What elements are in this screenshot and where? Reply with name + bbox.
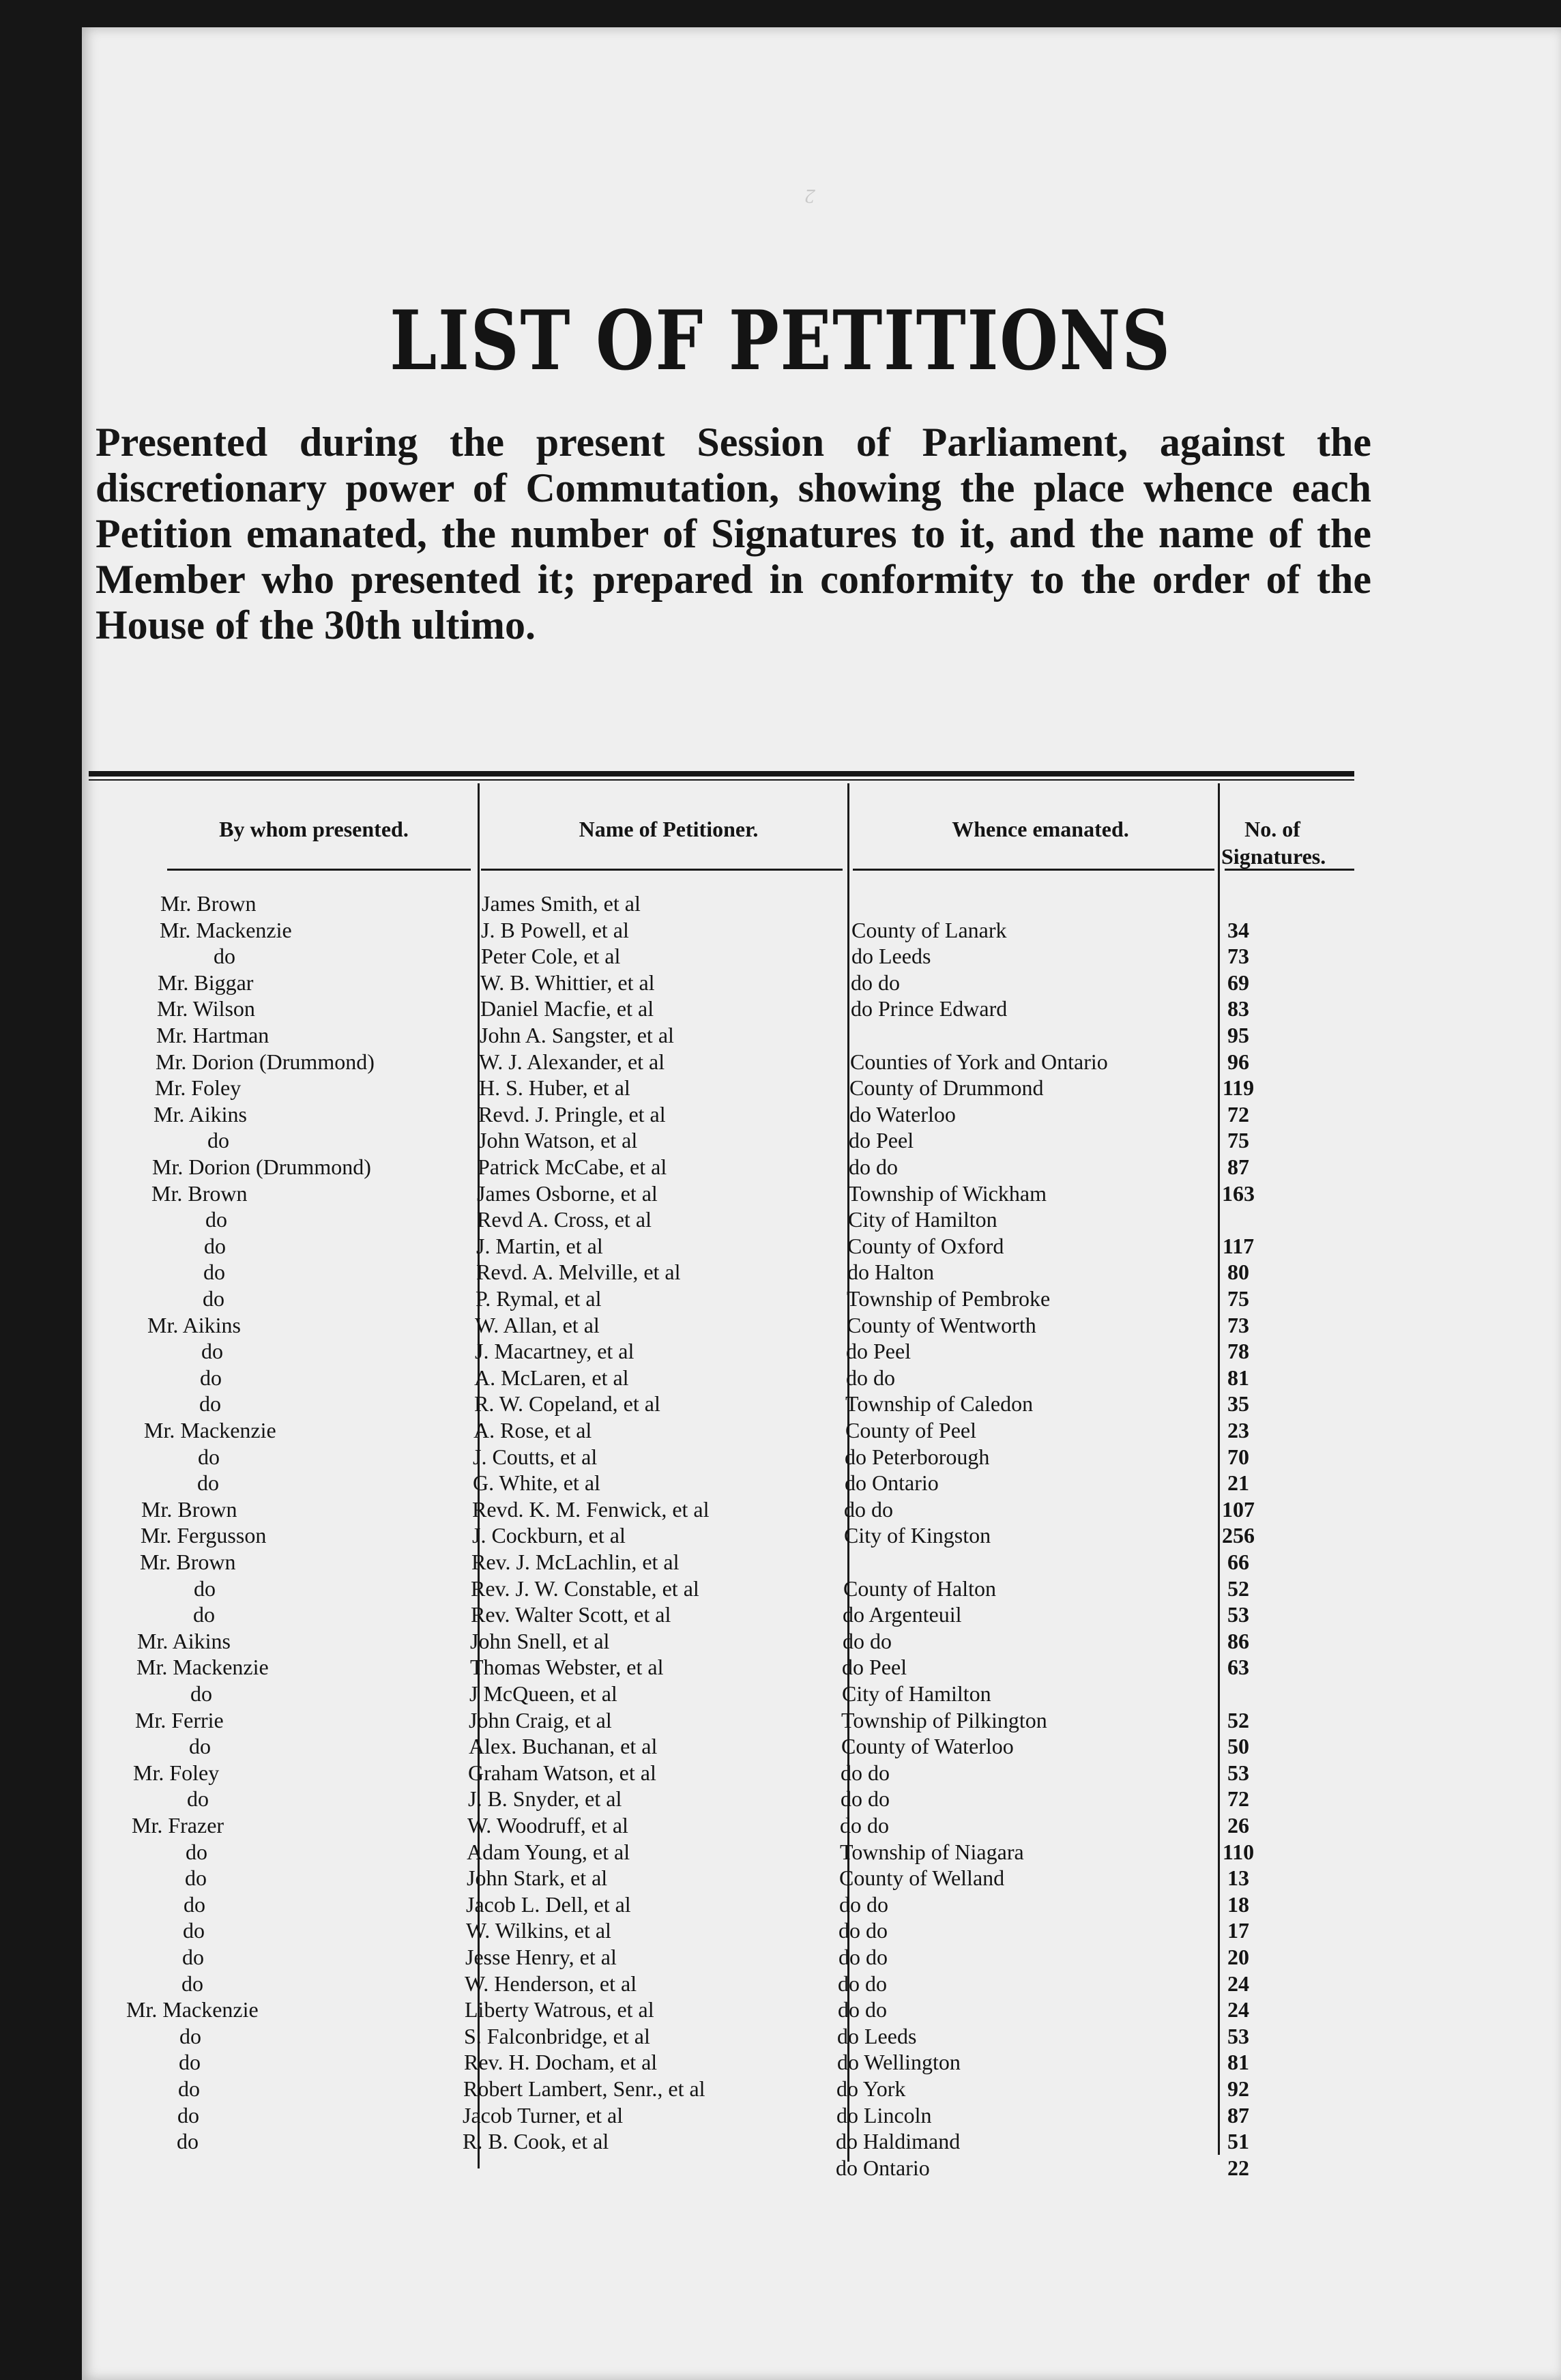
table-row [0, 1891, 1561, 1917]
cell-signatures: 52 [1227, 1576, 1249, 1601]
cell-whence-emanated: do do [838, 1945, 888, 1969]
cell-whence-emanated [850, 1022, 1205, 1048]
cell-signatures: 119 [1222, 1075, 1255, 1101]
cell-signatures: 86 [1227, 1628, 1249, 1653]
cell-petitioner-name: James Osborne, et al [477, 1180, 658, 1206]
table-row [0, 1286, 1561, 1311]
cell-whence-emanated: do Wellington [837, 2050, 961, 2075]
cell-by-whom: Mr. Mackenzie [144, 1418, 276, 1442]
cell-whence-emanated: do do [838, 1971, 887, 1996]
cell-by-whom: do [181, 1971, 203, 1996]
cell-whence-emanated: do Lincoln [836, 2102, 932, 2128]
table-row [0, 1391, 1561, 1417]
cell-signatures: 117 [1222, 1233, 1255, 1258]
cell-petitioner-name: S. Falconbridge, et al [464, 2023, 650, 2048]
table-row [0, 1338, 1561, 1364]
cell-signatures: 20 [1227, 1945, 1249, 1969]
cell-signatures [1184, 1206, 1293, 1232]
table-row [0, 1259, 1561, 1285]
cell-signatures: 96 [1227, 1049, 1249, 1074]
cell-whence-emanated: do Peterborough [845, 1444, 990, 1469]
cell-by-whom: do [186, 1839, 207, 1864]
cell-whence-emanated: City of Hamilton [848, 1207, 997, 1232]
header-rule-4 [1225, 869, 1354, 871]
cell-petitioner-name: W. Henderson, et al [465, 1971, 637, 1996]
table-row [0, 1022, 1561, 1048]
cell-signatures: 53 [1227, 1602, 1249, 1627]
table-row [0, 1681, 1561, 1707]
cell-signatures: 72 [1227, 1786, 1249, 1812]
cell-signatures: 83 [1227, 996, 1249, 1021]
cell-by-whom: do [199, 1391, 221, 1417]
table-row [0, 917, 1561, 943]
table-row [0, 1971, 1561, 1997]
cell-whence-emanated: do Ontario [845, 1470, 939, 1496]
cell-whence-emanated: County of Halton [843, 1576, 996, 1601]
cell-petitioner-name: James Smith, et al [482, 891, 641, 916]
cell-signatures: 34 [1227, 917, 1249, 942]
cell-petitioner-name: J. B. Snyder, et al [468, 1786, 622, 1812]
cell-signatures: 78 [1227, 1339, 1249, 1364]
table-top-rule [89, 771, 1354, 777]
cell-whence-emanated: do Peel [846, 1339, 911, 1364]
cell-petitioner-name: R. B. Cook, et al [463, 2129, 609, 2154]
table-row [0, 1707, 1561, 1733]
table-row [0, 890, 1561, 916]
table-row [0, 1760, 1561, 1786]
cell-by-whom: Mr. Mackenzie [160, 917, 292, 942]
cell-signatures: 66 [1227, 1550, 1249, 1574]
cell-signatures: 163 [1222, 1180, 1255, 1206]
cell-signatures: 256 [1222, 1523, 1255, 1548]
cell-whence-emanated: do do [851, 970, 900, 995]
cell-petitioner-name: R. W. Copeland, et al [474, 1391, 660, 1417]
cell-whence-emanated: do Peel [849, 1128, 914, 1153]
cell-petitioner-name: W. Allan, et al [475, 1312, 600, 1337]
cell-whence-emanated: County of Welland [839, 1866, 1005, 1891]
cell-by-whom: Mr. Frazer [132, 1813, 224, 1838]
table-row [0, 1601, 1561, 1627]
cell-by-whom: Mr. Dorion (Drummond) [152, 1155, 371, 1179]
cell-petitioner-name: W. Wilkins, et al [466, 1918, 611, 1943]
cell-whence-emanated: County of Oxford [847, 1233, 1004, 1258]
cell-by-whom: do [178, 2076, 200, 2101]
cell-signatures: 75 [1227, 1128, 1249, 1153]
cell-petitioner-name: John Craig, et al [469, 1707, 612, 1732]
cell-whence-emanated: Township of Pembroke [847, 1286, 1051, 1311]
header-no: No. of Signatures. [1221, 817, 1326, 869]
cell-by-whom: do [214, 944, 235, 969]
cell-by-whom: Mr. Foley [133, 1760, 220, 1785]
cell-whence-emanated: do Prince Edward [851, 996, 1008, 1021]
cell-petitioner-name: P. Rymal, et al [476, 1286, 602, 1311]
cell-petitioner-name: J McQueen, et al [469, 1681, 617, 1706]
table-row [0, 1786, 1561, 1812]
cell-petitioner-name: W. B. Whittier, et al [480, 970, 655, 995]
cell-by-whom: Mr. Aikins [154, 1101, 247, 1127]
cell-by-whom: Mr. Aikins [137, 1628, 231, 1653]
table-row [0, 1127, 1561, 1153]
cell-petitioner-name: John A. Sangster, et al [480, 1023, 674, 1047]
table-row [0, 1944, 1561, 1970]
table-row [0, 1101, 1561, 1127]
cell-signatures: 70 [1227, 1444, 1249, 1469]
cell-whence-emanated: Township of Wickham [848, 1180, 1047, 1206]
cell-whence-emanated: do Argenteuil [843, 1602, 962, 1627]
cell-by-whom: do [184, 1891, 205, 1917]
table-row [0, 1812, 1561, 1838]
cell-whence-emanated: City of Hamilton [842, 1681, 991, 1706]
table-row [0, 1470, 1561, 1496]
header-rule-2 [481, 869, 843, 871]
cell-petitioner-name: J. Martin, et al [476, 1233, 603, 1258]
cell-signatures: 87 [1227, 1155, 1249, 1179]
cell-by-whom: do [179, 2023, 201, 2048]
cell-by-whom: do [182, 1945, 204, 1969]
cell-petitioner-name: Daniel Macfie, et al [480, 996, 654, 1021]
cell-signatures: 17 [1227, 1918, 1249, 1943]
cell-petitioner-name [462, 2155, 823, 2181]
cell-whence-emanated: do Ontario [836, 2155, 930, 2180]
cell-signatures: 73 [1227, 1312, 1249, 1337]
cell-signatures: 73 [1227, 944, 1249, 969]
table-row [0, 996, 1561, 1021]
cell-whence-emanated: do Halton [847, 1260, 935, 1285]
cell-petitioner-name: Graham Watson, et al [468, 1760, 656, 1785]
cell-signatures: 63 [1227, 1655, 1249, 1680]
cell-petitioner-name: John Snell, et al [470, 1628, 610, 1653]
table-top-rule-thin [89, 779, 1354, 781]
cell-whence-emanated: County of Peel [845, 1418, 976, 1442]
cell-by-whom: Mr. Brown [151, 1180, 248, 1206]
cell-petitioner-name: Liberty Watrous, et al [465, 1997, 654, 2022]
cell-by-whom: do [189, 1734, 211, 1759]
table-row [0, 1839, 1561, 1865]
cell-petitioner-name: Peter Cole, et al [481, 944, 621, 969]
table-row [0, 1654, 1561, 1680]
cell-petitioner-name: A. McLaren, et al [474, 1365, 629, 1390]
cell-by-whom: Mr. Biggar [158, 970, 254, 995]
cell-petitioner-name: John Stark, et al [467, 1866, 608, 1891]
cell-by-whom: do [203, 1260, 225, 1285]
cell-petitioner-name: Rev. J. W. Constable, et al [471, 1576, 699, 1601]
cell-by-whom: do [177, 2129, 199, 2154]
cell-by-whom: do [207, 1128, 229, 1153]
cell-petitioner-name: G. White, et al [473, 1470, 600, 1496]
cell-by-whom: Mr. Foley [155, 1075, 242, 1101]
cell-signatures: 81 [1227, 2050, 1249, 2075]
cell-whence-emanated [843, 1549, 1198, 1575]
cell-petitioner-name: Rev. Walter Scott, et al [471, 1602, 671, 1627]
cell-by-whom [121, 2155, 474, 2181]
cell-by-whom: Mr. Mackenzie [136, 1655, 269, 1680]
cell-whence-emanated: do Haldimand [836, 2129, 961, 2154]
cell-whence-emanated: do do [846, 1365, 895, 1390]
cell-signatures: 53 [1227, 2023, 1249, 2048]
cell-petitioner-name: J. Cockburn, et al [472, 1523, 626, 1548]
cell-whence-emanated: County of Waterloo [841, 1734, 1014, 1759]
cell-by-whom: do [201, 1339, 223, 1364]
cell-whence-emanated: do Leeds [851, 944, 931, 969]
table-row [0, 1417, 1561, 1443]
cell-signatures: 80 [1227, 1260, 1249, 1285]
cell-whence-emanated: County of Wentworth [847, 1312, 1036, 1337]
table-row [0, 1206, 1561, 1232]
cell-signatures: 21 [1227, 1470, 1249, 1496]
table-row [0, 970, 1561, 996]
cell-petitioner-name: Revd. J. Pringle, et al [478, 1101, 666, 1127]
cell-whence-emanated: County of Drummond [849, 1075, 1044, 1101]
table-row [0, 1576, 1561, 1601]
cell-whence-emanated: do York [836, 2076, 906, 2101]
cell-by-whom: do [179, 2050, 201, 2075]
cell-by-whom: Mr. Wilson [157, 996, 255, 1021]
cell-by-whom: do [198, 1444, 220, 1469]
cell-signatures: 24 [1227, 1971, 1249, 1996]
cell-by-whom: Mr. Ferrie [135, 1707, 224, 1732]
table-row [0, 1180, 1561, 1206]
cell-whence-emanated: do Waterloo [849, 1101, 956, 1127]
table-row [0, 1049, 1561, 1075]
cell-by-whom: Mr. Mackenzie [126, 1997, 259, 2022]
cell-whence-emanated [852, 890, 1207, 916]
cell-petitioner-name: Jesse Henry, et al [465, 1945, 617, 1969]
cell-whence-emanated: do Leeds [837, 2023, 917, 2048]
cell-whence-emanated: do do [843, 1628, 892, 1653]
cell-signatures: 92 [1227, 2076, 1249, 2101]
header-rule-3 [853, 869, 1214, 871]
cell-whence-emanated: do do [839, 1891, 888, 1917]
cell-petitioner-name: Patrick McCabe, et al [478, 1155, 667, 1179]
cell-signatures: 110 [1222, 1839, 1255, 1864]
cell-by-whom: Mr. Hartman [156, 1023, 269, 1047]
cell-by-whom: Mr. Dorion (Drummond) [156, 1049, 375, 1074]
table-row [0, 2128, 1561, 2154]
cell-signatures: 51 [1227, 2129, 1249, 2154]
table-row [0, 1154, 1561, 1180]
cell-signatures: 50 [1227, 1734, 1249, 1759]
cell-petitioner-name: Thomas Webster, et al [470, 1655, 664, 1680]
cell-signatures: 72 [1227, 1101, 1249, 1127]
cell-signatures: 95 [1227, 1023, 1249, 1047]
cell-petitioner-name: A. Rose, et al [473, 1418, 592, 1442]
table-row [0, 2155, 1561, 2181]
cell-signatures: 87 [1227, 2102, 1249, 2128]
cell-by-whom: do [203, 1286, 224, 1311]
cell-petitioner-name: John Watson, et al [478, 1128, 638, 1153]
cell-petitioner-name: Adam Young, et al [467, 1839, 630, 1864]
header-rule-1 [167, 869, 471, 871]
cell-by-whom: do [183, 1918, 205, 1943]
header-whence: Whence emanated. [952, 817, 1129, 841]
cell-petitioner-name: W. Woodruff, et al [467, 1813, 628, 1838]
cell-whence-emanated: County of Lanark [851, 917, 1007, 942]
cell-whence-emanated: Township of Caledon [845, 1391, 1034, 1417]
cell-petitioner-name: J. Coutts, et al [473, 1444, 598, 1469]
cell-petitioner-name: H. S. Huber, et al [479, 1075, 630, 1101]
cell-signatures: 24 [1227, 1997, 1249, 2022]
table-row [0, 1997, 1561, 2022]
bleed-through-text: 2 [805, 185, 815, 207]
table-row [0, 1075, 1561, 1101]
cell-signatures [1184, 1681, 1293, 1707]
cell-signatures: 53 [1227, 1760, 1249, 1785]
cell-signatures: 26 [1227, 1813, 1249, 1838]
cell-by-whom: do [193, 1602, 215, 1627]
cell-signatures: 107 [1222, 1496, 1255, 1522]
cell-signatures: 35 [1227, 1391, 1249, 1417]
table-row [0, 1917, 1561, 1943]
cell-whence-emanated: do Peel [842, 1655, 907, 1680]
table-row [0, 943, 1561, 969]
table-row [0, 1628, 1561, 1654]
cell-petitioner-name: Jacob L. Dell, et al [466, 1891, 631, 1917]
cell-whence-emanated: Township of Pilkington [841, 1707, 1047, 1732]
table-row [0, 1233, 1561, 1259]
document-subtitle: Presented during the present Session of Parliament, against the discretionary power of Commutation, showing the place whence each Petition emanated, the number of Signatures to it, and the name of the Member who presented it; prepared in conformity to the order of the House of the 30th ultimo. [96, 420, 1371, 648]
cell-by-whom: do [204, 1233, 226, 1258]
table-row [0, 1522, 1561, 1548]
cell-whence-emanated: do do [838, 1997, 887, 2022]
cell-by-whom: Mr. Brown [141, 1496, 237, 1522]
cell-petitioner-name: Jacob Turner, et al [463, 2102, 624, 2128]
table-row [0, 2049, 1561, 2075]
table-row [0, 1312, 1561, 1338]
cell-petitioner-name: Alex. Buchanan, et al [469, 1734, 658, 1759]
cell-by-whom: Mr. Fergusson [141, 1523, 267, 1548]
cell-petitioner-name: Rev. H. Docham, et al [464, 2050, 658, 2075]
cell-petitioner-name: J. Macartney, et al [475, 1339, 634, 1364]
cell-by-whom: Mr. Brown [140, 1550, 236, 1574]
table-row [0, 1365, 1561, 1391]
cell-whence-emanated: do do [844, 1496, 893, 1522]
cell-by-whom: do [185, 1866, 207, 1891]
cell-whence-emanated: do do [841, 1760, 890, 1785]
table-row [0, 2102, 1561, 2128]
cell-petitioner-name: Revd. A. Melville, et al [476, 1260, 681, 1285]
cell-by-whom: do [200, 1365, 222, 1390]
cell-by-whom: do [190, 1681, 212, 1706]
header-name: Name of Petitioner. [579, 817, 759, 841]
cell-petitioner-name: W. J. Alexander, et al [479, 1049, 665, 1074]
cell-petitioner-name: Robert Lambert, Senr., et al [463, 2076, 705, 2101]
cell-by-whom: do [197, 1470, 219, 1496]
cell-signatures: 52 [1227, 1707, 1249, 1732]
cell-petitioner-name: Rev. J. McLachlin, et al [471, 1550, 680, 1574]
table-row [0, 2076, 1561, 2102]
table-row [0, 1496, 1561, 1522]
cell-signatures: 22 [1227, 2155, 1249, 2180]
table-row [0, 1865, 1561, 1891]
cell-signatures [1184, 890, 1293, 916]
table-row [0, 2023, 1561, 2049]
cell-petitioner-name: J. B Powell, et al [481, 917, 629, 942]
cell-by-whom: do [187, 1786, 209, 1812]
cell-signatures: 81 [1227, 1365, 1249, 1390]
header-by-whom: By whom presented. [219, 817, 409, 841]
cell-whence-emanated: do do [840, 1813, 889, 1838]
cell-whence-emanated: do do [838, 1918, 888, 1943]
cell-petitioner-name: Revd. K. M. Fenwick, et al [472, 1496, 710, 1522]
document-title: LIST OF PETITIONS [390, 293, 1171, 389]
table-row [0, 1444, 1561, 1470]
cell-whence-emanated: Counties of York and Ontario [850, 1049, 1108, 1074]
cell-signatures: 18 [1227, 1891, 1249, 1917]
cell-by-whom: do [194, 1576, 216, 1601]
cell-signatures: 75 [1227, 1286, 1249, 1311]
cell-whence-emanated: do do [841, 1786, 890, 1812]
cell-whence-emanated: Township of Niagara [840, 1839, 1024, 1864]
cell-by-whom: do [177, 2102, 199, 2128]
cell-by-whom: do [205, 1207, 227, 1232]
cell-whence-emanated: City of Kingston [844, 1523, 991, 1548]
cell-signatures: 69 [1227, 970, 1249, 995]
table-row [0, 1549, 1561, 1575]
cell-by-whom: Mr. Brown [160, 891, 257, 916]
cell-petitioner-name: Revd A. Cross, et al [477, 1207, 652, 1232]
cell-by-whom: Mr. Aikins [147, 1312, 241, 1337]
cell-signatures: 23 [1227, 1418, 1249, 1442]
cell-whence-emanated: do do [849, 1155, 898, 1179]
cell-signatures: 13 [1227, 1866, 1249, 1891]
table-row [0, 1733, 1561, 1759]
